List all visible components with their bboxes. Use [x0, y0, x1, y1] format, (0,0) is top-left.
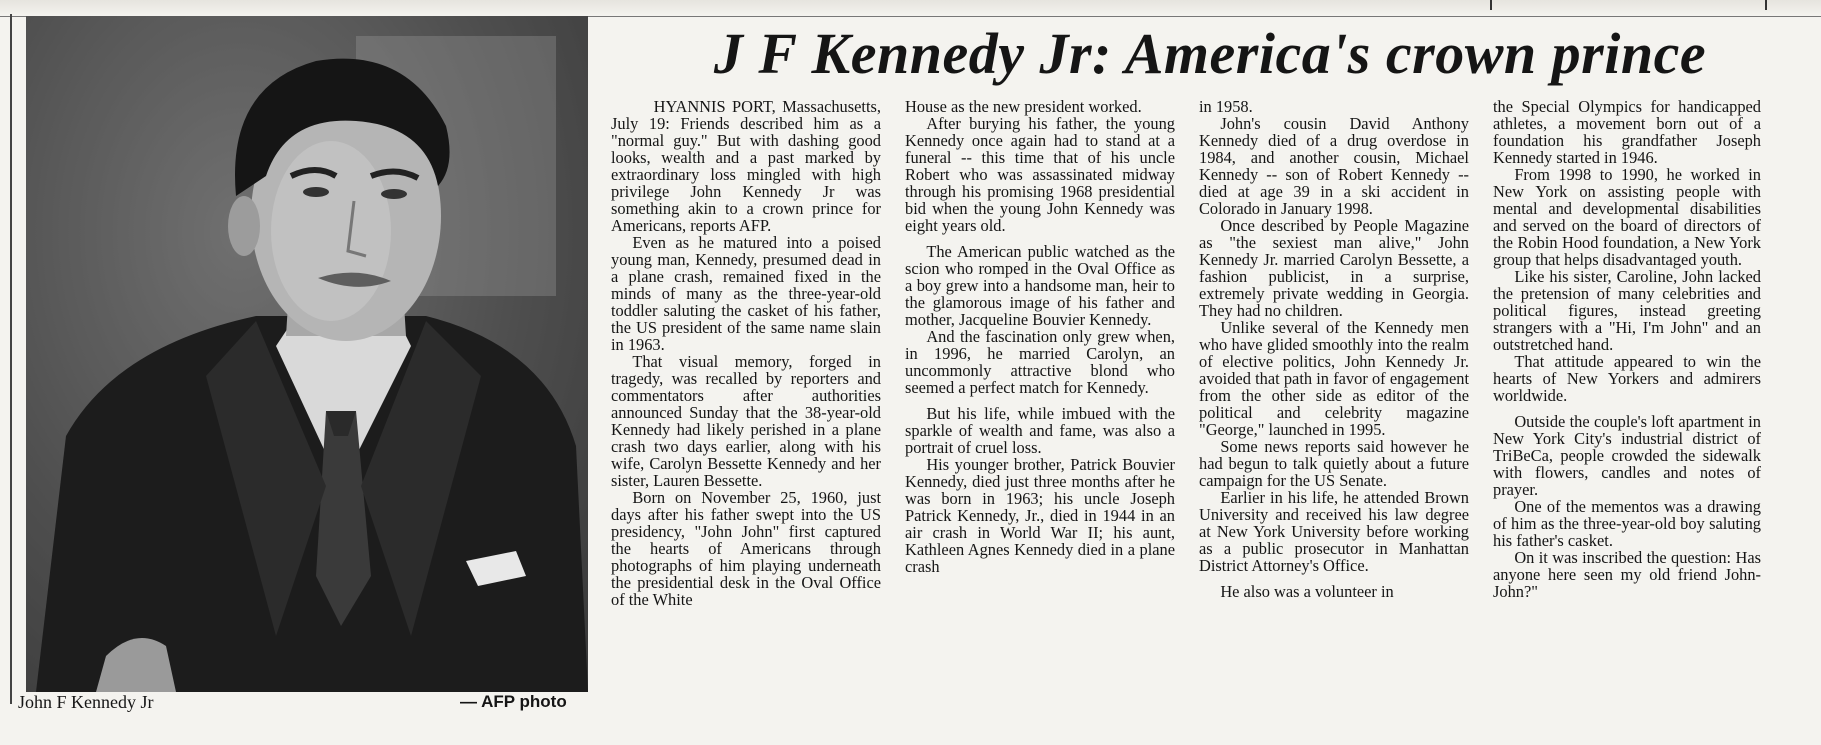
article-column-1 — [611, 98, 881, 710]
article-headline: J F Kennedy Jr: America's crown prince — [713, 21, 1707, 86]
paragraph: HYANNIS PORT, Massachusetts, July 19: Friends described him as a "normal guy." But with dashing good looks, wealth and a past marked by extraordinary loss mingled with high privilege John Kennedy Jr was something akin to a crown prince for Americans, reports AFP. — [611, 98, 881, 235]
paragraph: And the fascination only grew when, in 1996, he married Carolyn, an uncommonly attractive blond who seemed a perfect match for Kennedy. — [905, 327, 1175, 397]
photo-caption: John F Kennedy Jr — [18, 692, 154, 712]
article-column-2 — [905, 98, 1175, 710]
top-column-tick — [1765, 0, 1767, 10]
paragraph: Like his sister, Caroline, John lacked the pretension of many celebrities and political figures, instead greeting strangers with a "Hi, I'm John" and an outstretched hand. — [1493, 267, 1761, 354]
paragraph: Even as he matured into a poised young man, Kennedy, presumed dead in a plane crash, remained fixed in the minds of many as the three-year-old toddler saluting the casket of his father, the US president of the same name slain in 1963. — [611, 233, 881, 354]
paragraph: House as the new president worked. — [905, 98, 1142, 116]
article-column-3 — [1199, 98, 1469, 710]
page-left-rule — [10, 14, 12, 704]
page-top-rule — [0, 0, 1821, 17]
paragraph: Once described by People Magazine as "the sexiest man alive," John Kennedy Jr. married Carolyn Bessette, a fashion publicist, in a surprise, extremely private wedding in Georgia. They had no children. — [1199, 216, 1469, 320]
paragraph: From 1998 to 1990, he worked in New York on assisting people with mental and developmental disabilities and served on the board of directors of the Robin Hood foundation, a New York group that helps disadvantaged youth. — [1493, 165, 1761, 269]
paragraph: That attitude appeared to win the hearts of New Yorkers and admirers worldwide. — [1493, 352, 1761, 405]
paragraph: After burying his father, the young Kennedy once again had to stand at a funeral -- this time that of his uncle Robert who was assassinated midway through his promising 1968 presidential bid when the young John Kennedy was eight years old. — [905, 114, 1175, 235]
paragraph: Outside the couple's loft apartment in New York City's industrial district of TriBeCa, people crowded the sidewalk with flowers, candles and notes of prayer. — [1493, 412, 1761, 499]
paragraph: the Special Olympics for handicapped athletes, a movement born out of a foundation his grandfather Joseph Kennedy started in 1946. — [1493, 98, 1761, 167]
paragraph: Unlike several of the Kennedy men who have glided smoothly into the realm of elective politics, John Kennedy Jr. avoided that path in favor of engagement from the other side as editor of the political and celebrity magazine "George," launched in 1995. — [1199, 318, 1469, 439]
photo-credit: — AFP photo — [460, 692, 567, 711]
paragraph: That visual memory, forged in tragedy, was recalled by reporters and commentators after authorities announced Sunday that the 38-year-old Kennedy had likely perished in a plane crash two days earlier, along with his wife, Carolyn Bessette Kennedy and her sister, Lauren Bessette. — [611, 352, 881, 490]
paragraph: in 1958. — [1199, 98, 1253, 116]
paragraph: Born on November 25, 1960, just days after his father swept into the US presidency, "John John" first captured the hearts of Americans through photographs of him playing underneath the presidential desk in the Oval Office of the White — [611, 488, 881, 609]
paragraph: On it was inscribed the question: Has anyone here seen my old friend John-John?" — [1493, 548, 1761, 601]
article-column-4 — [1493, 98, 1761, 710]
paragraph: The American public watched as the scion who romped in the Oval Office as a boy grew into a handsome man, heir to the glamorous image of his father and mother, Jacqueline Bouvier Kennedy. — [905, 242, 1175, 329]
paragraph: He also was a volunteer in — [1220, 582, 1394, 601]
top-column-tick — [1490, 0, 1492, 10]
paragraph: His younger brother, Patrick Bouvier Kennedy, died just three months after he was born in 1963; his uncle Joseph Patrick Kennedy, Jr., died in 1944 in an air crash in World War II; his aunt, Kathleen Agnes Kennedy died in a plane crash — [905, 455, 1175, 576]
paragraph: One of the mementos was a drawing of him as the three-year-old boy saluting his father's casket. — [1493, 497, 1761, 550]
portrait-photo — [26, 16, 588, 692]
paragraph: John's cousin David Anthony Kennedy died of a drug overdose in 1984, and another cousin, Michael Kennedy -- son of Robert Kennedy -- died at age 39 in a ski accident in Colorado in January 1998. — [1199, 114, 1469, 218]
paragraph: But his life, while imbued with the sparkle of wealth and fame, was also a portrait of cruel loss. — [905, 404, 1175, 457]
paragraph: Earlier in his life, he attended Brown University and received his law degree at New York University before working as a public prosecutor in Manhattan District Attorney's Office. — [1199, 488, 1469, 575]
paragraph: Some news reports said however he had begun to talk quietly about a future campaign for the US Senate. — [1199, 437, 1469, 490]
